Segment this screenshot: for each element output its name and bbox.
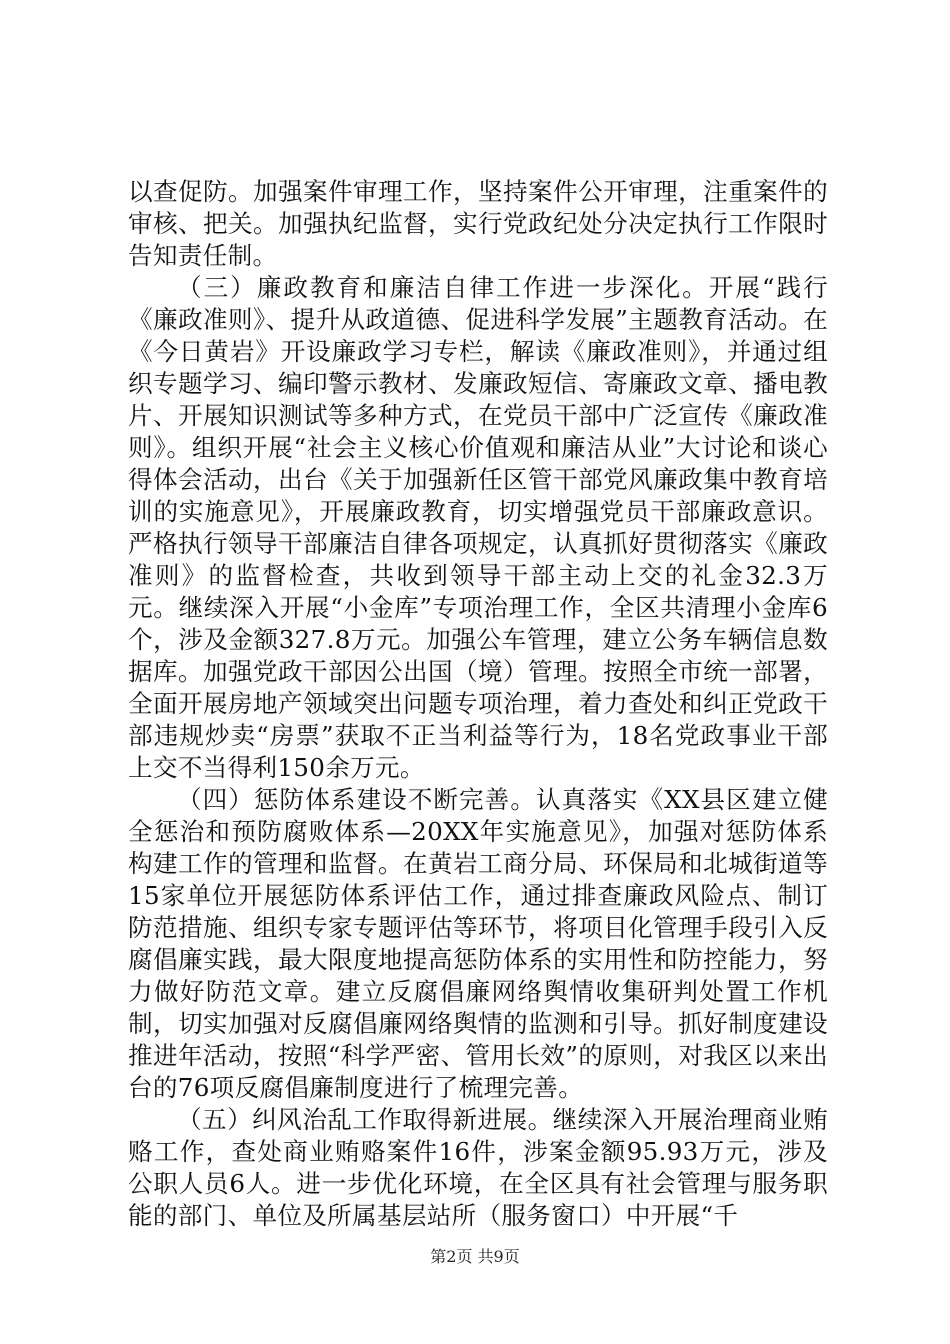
document-body [128,176,828,1232]
page-number-label: 第2页 共9页 [430,1247,520,1266]
paragraph-section-4: （四）惩防体系建设不断完善。认真落实《XX县区建立健全惩治和预防腐败体系—20XX年实施意见》，加强对惩防体系构建工作的管理和监督。在黄岩工商分局、环保局和北城街道等15家单位开展惩防体系评估工作，通过排查廉政风险点、制订防范措施、组织专家专题评估等环节，将项目化管理手段引入反腐倡廉实践，最大限度地提高惩防体系的实用性和防控能力，努力做好防范文章。建立反腐倡廉网络舆情收集研判处置工作机制，切实加强对反腐倡廉网络舆情的监测和引导。抓好制度建设推进年活动，按照“科学严密、管用长效”的原则，对我区以来出台的76项反腐倡廉制度进行了梳理完善。 [128,785,828,1102]
paragraph-section-5: （五）纠风治乱工作取得新进展。继续深入开展治理商业贿赂工作，查处商业贿赂案件16件，涉案金额95.93万元，涉及公职人员6人。进一步优化环境，在全区具有社会管理与服务职能的部门、单位及所属基层站所（服务窗口）中开展“千 [128,1105,828,1230]
page-footer [0,1244,950,1267]
paragraph-continuation: 以查促防。加强案件审理工作，坚持案件公开审理，注重案件的审核、把关。加强执纪监督，实行党政纪处分决定执行工作限时告知责任制。 [128,177,828,270]
paragraph-section-3: （三）廉政教育和廉洁自律工作进一步深化。开展“践行《廉政准则》、提升从政道德、促进科学发展”主题教育活动。在《今日黄岩》开设廉政学习专栏，解读《廉政准则》，并通过组织专题学习、编印警示教材、发廉政短信、寄廉政文章、播电教片、开展知识测试等多种方式，在党员干部中广泛宣传《廉政准则》。组织开展“社会主义核心价值观和廉洁从业”大讨论和谈心得体会活动，出台《关于加强新任区管干部党风廉政集中教育培训的实施意见》，开展廉政教育，切实增强党员干部廉政意识。严格执行领导干部廉洁自律各项规定，认真抓好贯彻落实《廉政准则》的监督检查，共收到领导干部主动上交的礼金32.3万元。继续深入开展“小金库”专项治理工作，全区共清理小金库6个，涉及金额327.8万元。加强公车管理，建立公务车辆信息数据库。加强党政干部因公出国（境）管理。按照全市统一部署，全面开展房地产领域突出问题专项治理，着力查处和纠正党政干部违规炒卖“房票”获取不正当利益等行为，18名党政事业干部上交不当得利150余万元。 [128,273,828,782]
